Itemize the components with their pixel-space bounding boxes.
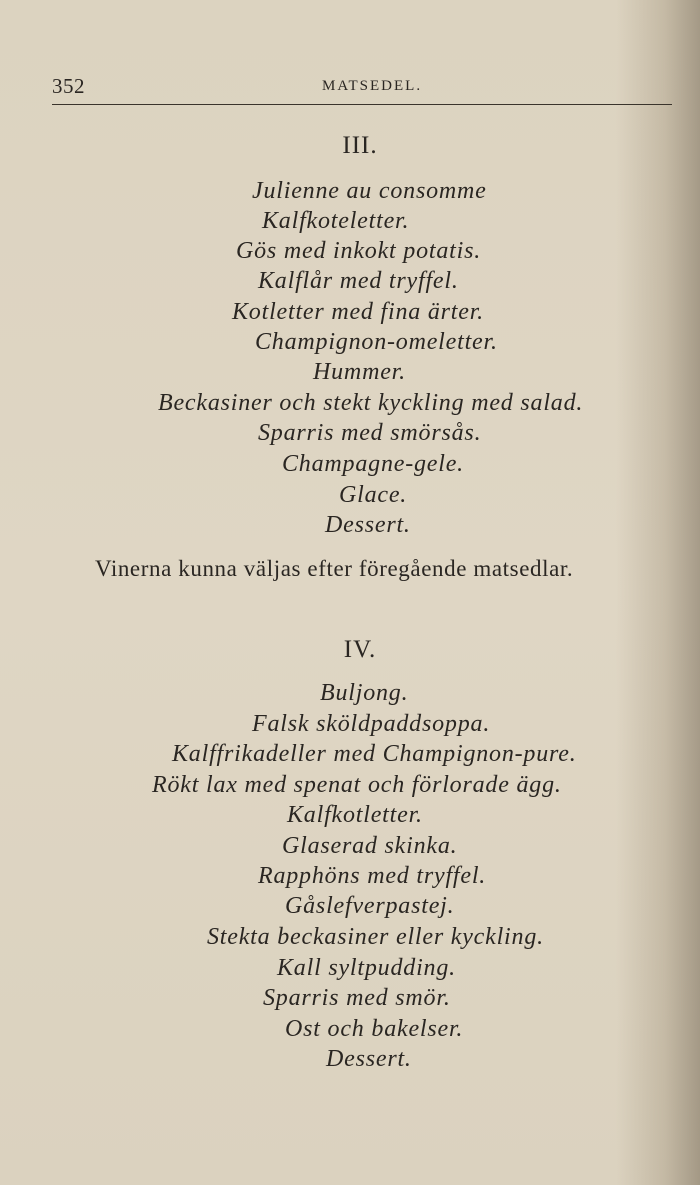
- menu-item: Glaserad skinka.: [282, 833, 458, 859]
- menu-item: Kall syltpudding.: [277, 955, 456, 981]
- menu-item: Sparris med smörsås.: [258, 420, 482, 446]
- menu-item: Gös med inkokt potatis.: [236, 238, 482, 264]
- menu-item: Champagne-gele.: [282, 451, 464, 477]
- page-header: [52, 74, 678, 98]
- menu-item: Dessert.: [325, 512, 411, 538]
- menu-item: Champignon-omeletter.: [255, 329, 498, 355]
- menu-item: Beckasiner och stekt kyckling med salad.: [158, 390, 584, 416]
- menu-item: Ost och bakelser.: [285, 1016, 464, 1042]
- menu-item: Kalfkotletter.: [287, 802, 423, 828]
- menu-item: Dessert.: [326, 1046, 412, 1072]
- menu-item: Buljong.: [320, 680, 409, 706]
- menu-item: Falsk sköldpaddsoppa.: [252, 711, 491, 737]
- menu-item: Kalfkoteletter.: [262, 208, 410, 234]
- menu-item: Kalffrikadeller med Champignon-pure.: [172, 741, 577, 767]
- menu-item: Kalflår med tryffel.: [258, 268, 459, 294]
- header-rule: [52, 104, 672, 105]
- section-heading-iii: III.: [342, 132, 378, 159]
- menu-item: Rapphöns med tryffel.: [258, 863, 487, 889]
- menu-item: Sparris med smör.: [263, 985, 451, 1011]
- menu-item: Stekta beckasiner eller kyckling.: [207, 924, 544, 950]
- menu-item: Gåslefverpastej.: [285, 893, 455, 919]
- menu-item: Kotletter med fina ärter.: [232, 299, 484, 325]
- menu-item: Rökt lax med spenat och förlorade ägg.: [152, 772, 562, 798]
- menu-item: Glace.: [339, 482, 408, 508]
- menu-item: Julienne au consomme: [252, 178, 487, 204]
- wine-note: Vinerna kunna väljas efter föregående matsedlar.: [95, 556, 574, 581]
- running-head: MATSEDEL.: [322, 78, 423, 94]
- page-number: 352: [52, 74, 85, 98]
- menu-item: Hummer.: [313, 359, 406, 385]
- section-heading-iv: IV.: [343, 636, 377, 663]
